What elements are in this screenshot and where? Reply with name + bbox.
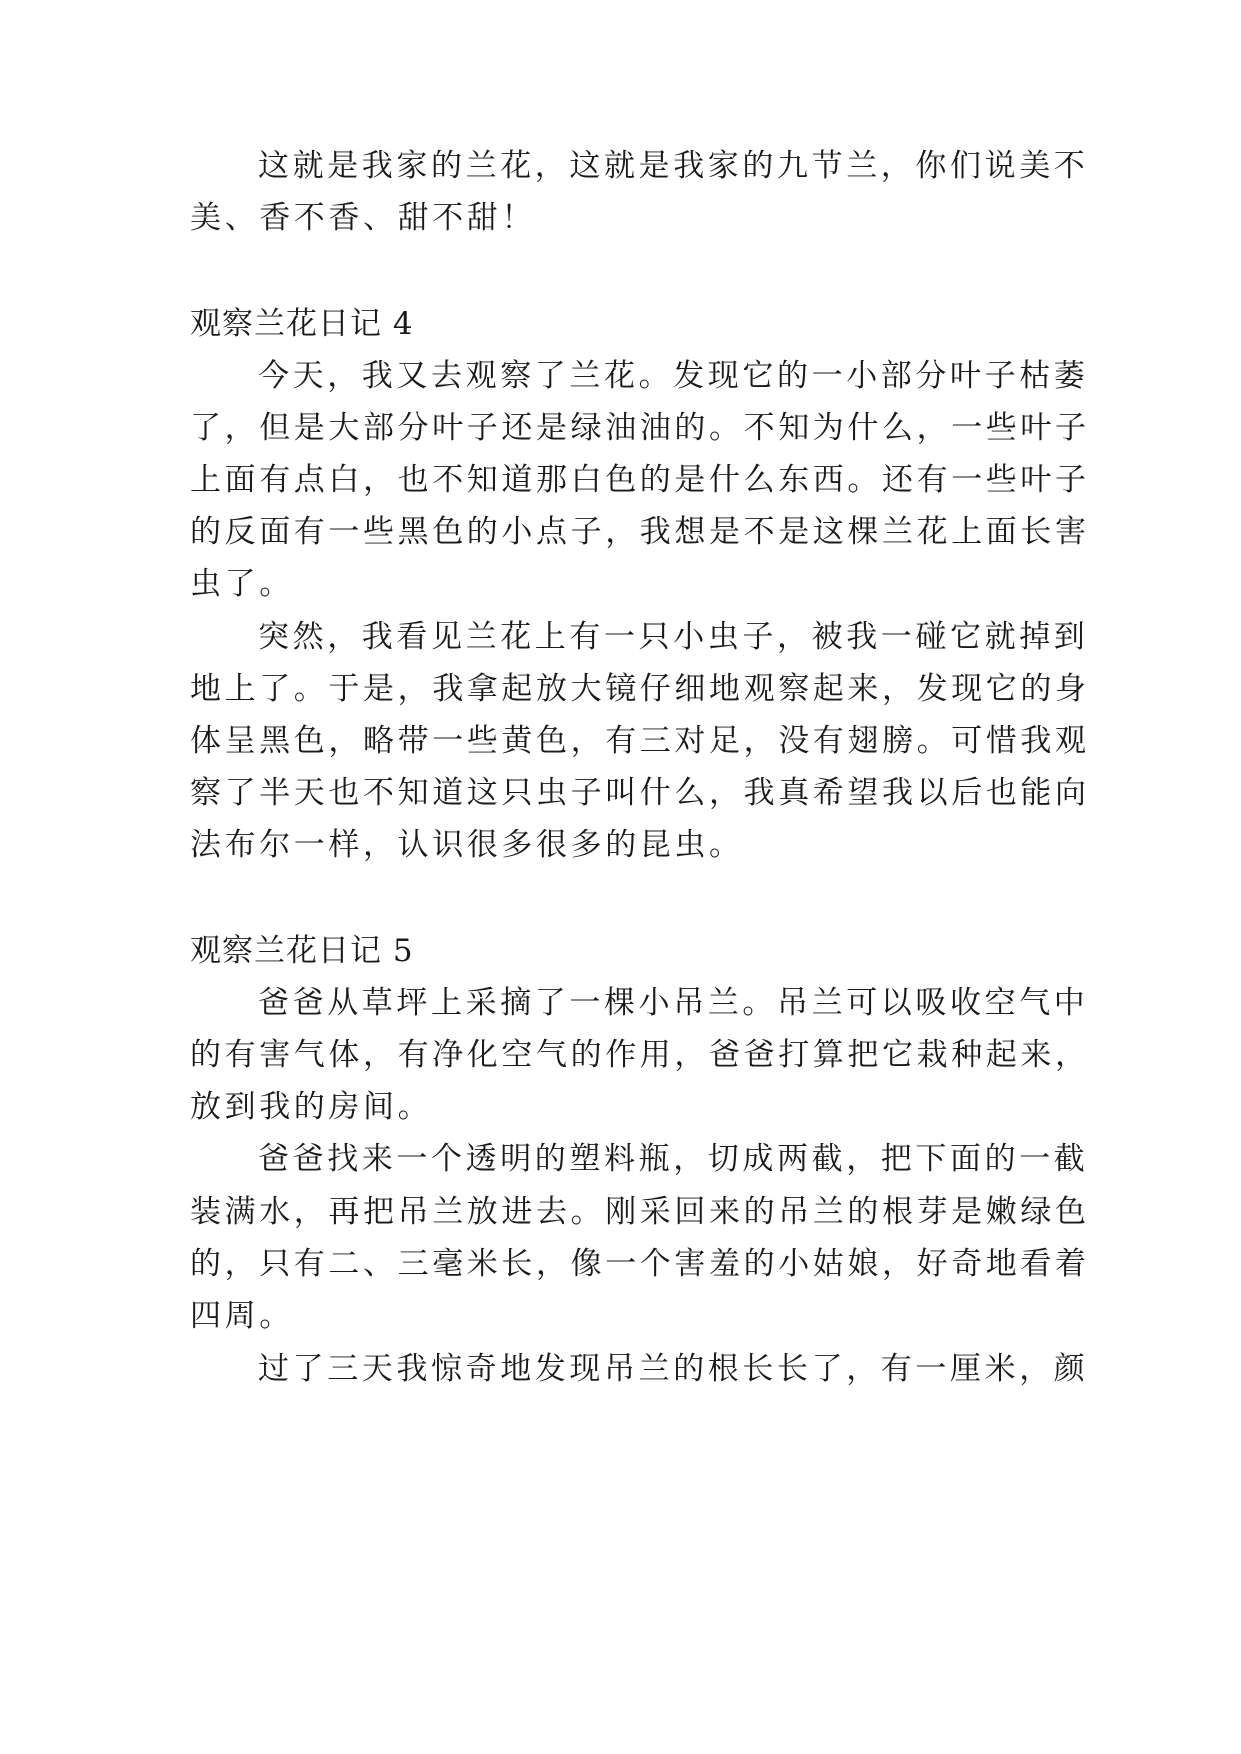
s5-p1-line-1: 爸爸从草坪上采摘了一棵小吊兰。吊兰可以吸收空气中 (258, 985, 1089, 1021)
s4-p2-line-4: 察了半天也不知道这只虫子叫什么，我真希望我以后也能向 (190, 775, 1090, 811)
s4-p1-line-1: 今天，我又去观察了兰花。发现它的一小部分叶子枯萎 (258, 358, 1089, 394)
s4-p2-line-1: 突然，我看见兰花上有一只小虫子，被我一碰它就掉到 (258, 619, 1089, 655)
s5-p2-line-1: 爸爸找来一个透明的塑料瓶，切成两截，把下面的一截 (258, 1141, 1089, 1177)
s5-p3-line-1: 过了三天我惊奇地发现吊兰的根长长了，有一厘米，颜 (258, 1351, 1089, 1387)
s4-p1-line-4: 的反面有一些黑色的小点子，我想是不是这棵兰花上面长害 (190, 514, 1090, 550)
s4-p2-line-5: 法布尔一样，认识很多很多的昆虫。 (190, 827, 744, 863)
s4-p2-line-2: 地上了。于是，我拿起放大镜仔细地观察起来，发现它的身 (190, 671, 1090, 707)
s5-p1-line-2: 的有害气体，有净化空气的作用，爸爸打算把它栽种起来， (190, 1037, 1090, 1073)
s5-p2-line-3: 的，只有二、三毫米长，像一个害羞的小姑娘，好奇地看着 (190, 1246, 1090, 1282)
s4-p1-line-5: 虫了。 (190, 566, 294, 602)
section-4-heading: 观察兰花日记 4 (190, 306, 414, 342)
section-5-heading: 观察兰花日记 5 (190, 933, 414, 969)
s5-p2-line-4: 四周。 (190, 1298, 294, 1334)
s4-p1-line-3: 上面有点白，也不知道那白色的是什么东西。还有一些叶子 (190, 462, 1090, 498)
s4-p2-line-3: 体呈黑色，略带一些黄色，有三对足，没有翅膀。可惜我观 (190, 723, 1090, 759)
s4-p1-line-2: 了，但是大部分叶子还是绿油油的。不知为什么，一些叶子 (190, 410, 1090, 446)
s5-p1-line-3: 放到我的房间。 (190, 1089, 433, 1125)
s5-p2-line-2: 装满水，再把吊兰放进去。刚采回来的吊兰的根芽是嫩绿色 (190, 1194, 1090, 1230)
intro-line-1: 这就是我家的兰花，这就是我家的九节兰，你们说美不 (258, 148, 1089, 184)
intro-line-2: 美、香不香、甜不甜！ (190, 200, 536, 236)
